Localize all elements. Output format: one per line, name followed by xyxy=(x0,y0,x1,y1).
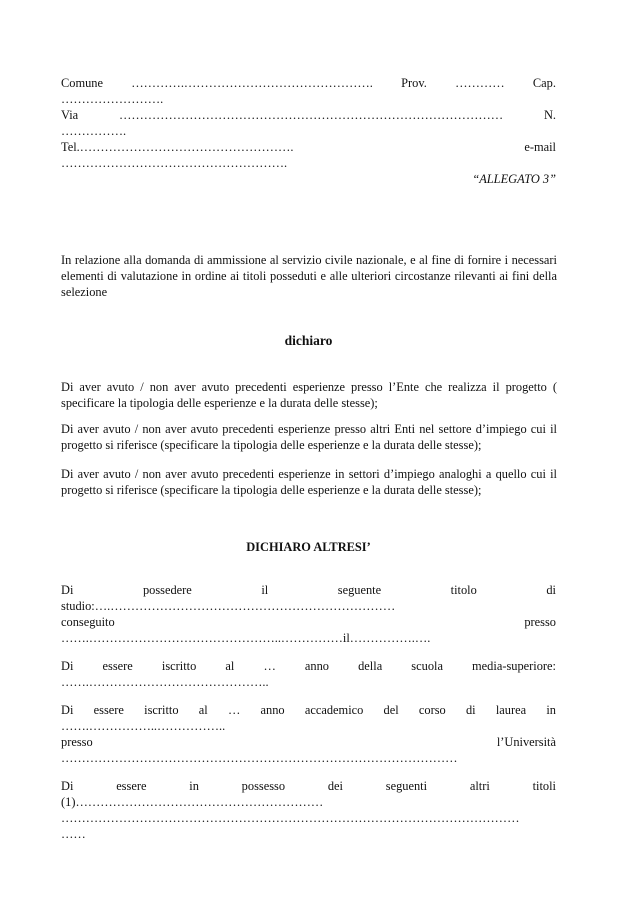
universita-label: l’Università xyxy=(496,735,556,749)
tel-line xyxy=(61,140,556,155)
word: laurea xyxy=(495,703,527,717)
word: di xyxy=(546,583,556,597)
titolo-line xyxy=(61,583,556,598)
word: di xyxy=(465,703,476,717)
universita-line xyxy=(61,703,556,718)
word: corso xyxy=(418,703,446,717)
word: essere xyxy=(102,659,133,673)
conseguito-dots-line xyxy=(61,631,556,646)
via-label: Via xyxy=(61,108,79,122)
word: seguente xyxy=(337,583,382,597)
word: seguenti xyxy=(385,779,428,793)
comune-line xyxy=(61,76,556,91)
word: media-superiore: xyxy=(472,659,556,673)
universita-dots-line xyxy=(61,719,556,734)
intro-paragraph: In relazione alla domanda di ammissione al servizio civile nazionale, e al fine di fornire i necessari elementi di valutazione in ordine ai titoli posseduti e alle ulteriori circostanze rilevanti ai fini della selezione xyxy=(61,253,557,299)
heading-dichiaro: dichiaro xyxy=(284,333,333,348)
word: essere xyxy=(116,779,147,793)
word: titolo xyxy=(450,583,477,597)
declaration-ente: Di aver avuto / non aver avuto precedenti esperienze presso l’Ente che realizza il progetto ( specificare la tipologia delle esperienze e la durata delle stesse); xyxy=(61,380,557,410)
word: il xyxy=(261,583,269,597)
prov-label: Prov. xyxy=(401,76,427,90)
tel-label: Tel. xyxy=(61,140,80,154)
word: … xyxy=(227,703,241,717)
comune-label: Comune xyxy=(61,76,103,90)
cap-dots-line xyxy=(61,92,556,107)
cap-label: Cap. xyxy=(532,76,556,90)
email-dots: ………………………………………………. xyxy=(61,156,288,170)
presso-label: presso xyxy=(524,615,556,629)
word: anno xyxy=(260,703,285,717)
scuola-dots-line xyxy=(61,675,556,690)
heading-dichiaro-altresi: DICHIARO ALTRESI’ xyxy=(246,540,371,554)
conseguito-line xyxy=(61,615,556,630)
word: scuola xyxy=(411,659,443,673)
word: in xyxy=(189,779,199,793)
word: titoli xyxy=(532,779,556,793)
word: Di xyxy=(61,659,74,673)
word: Di xyxy=(61,779,74,793)
word: accademico xyxy=(304,703,364,717)
allegato-label: “ALLEGATO 3” xyxy=(472,172,556,186)
word: possesso xyxy=(241,779,286,793)
universita-dots: …….……………..…………….. xyxy=(61,719,226,733)
studio-dots: studio:….…………………………………………………………… xyxy=(61,599,396,613)
comune-dots: ………….………………………………………. xyxy=(131,76,373,90)
via-line xyxy=(61,108,556,123)
n-label: N. xyxy=(543,108,556,122)
scuola-dots: …….…………………………………….. xyxy=(61,675,269,689)
scuola-line xyxy=(61,659,556,674)
word: della xyxy=(358,659,383,673)
universita-presso-dots-line xyxy=(61,751,556,766)
word: in xyxy=(546,703,556,717)
altri-titoli-dots-line-2 xyxy=(61,811,556,826)
word: altri xyxy=(469,779,490,793)
word: al xyxy=(225,659,235,673)
email-dots-line xyxy=(61,156,556,171)
word: … xyxy=(263,659,276,673)
conseguito-dots: …….………………………………………..……………il…………….…. xyxy=(61,631,431,645)
word: essere xyxy=(93,703,124,717)
word: Di xyxy=(61,583,74,597)
altri-titoli-line xyxy=(61,779,556,794)
word: iscritto xyxy=(161,659,197,673)
tel-dots: ……………………………………………. xyxy=(79,140,294,154)
email-label: e-mail xyxy=(524,140,556,154)
via-dots: ………………………………………………………………………………… xyxy=(119,108,504,122)
word: dei xyxy=(327,779,343,793)
cap-dots: ……………………. xyxy=(61,92,164,106)
word: anno xyxy=(304,659,330,673)
universita-presso-line xyxy=(61,735,556,750)
word: Di xyxy=(61,703,74,717)
altri-titoli-dots-line-3 xyxy=(61,827,556,842)
word: iscritto xyxy=(144,703,179,717)
altri-titoli-dots: ………………………………………………………………………………………………… xyxy=(61,811,520,825)
altri-titoli-dots: …… xyxy=(61,827,86,841)
prov-dots: ………… xyxy=(455,76,505,90)
declaration-altri-enti: Di aver avuto / non aver avuto precedenti esperienze presso altri Enti nel settore d’impiego cui il progetto si riferisce (specificare la tipologia delle esperienze e la durata delle stesse); xyxy=(61,422,557,452)
declaration-settori-analoghi: Di aver avuto / non aver avuto precedenti esperienze in settori d’impiego analoghi a quello cui il progetto si riferisce (specificare la tipologia delle esperienze e la durata delle stesse); xyxy=(61,467,557,497)
word: possedere xyxy=(142,583,192,597)
word: del xyxy=(383,703,399,717)
universita-presso-dots: …………………………………………………………………………………… xyxy=(61,751,458,765)
presso-label: presso xyxy=(61,735,93,749)
word: al xyxy=(198,703,208,717)
n-dots-line xyxy=(61,124,556,139)
n-dots: ……………. xyxy=(61,124,127,138)
altri-titoli-dots: (1)…………………………………………………… xyxy=(61,795,324,809)
conseguito-label: conseguito xyxy=(61,615,115,629)
altri-titoli-dots-line-1 xyxy=(61,795,556,810)
studio-line xyxy=(61,599,556,614)
